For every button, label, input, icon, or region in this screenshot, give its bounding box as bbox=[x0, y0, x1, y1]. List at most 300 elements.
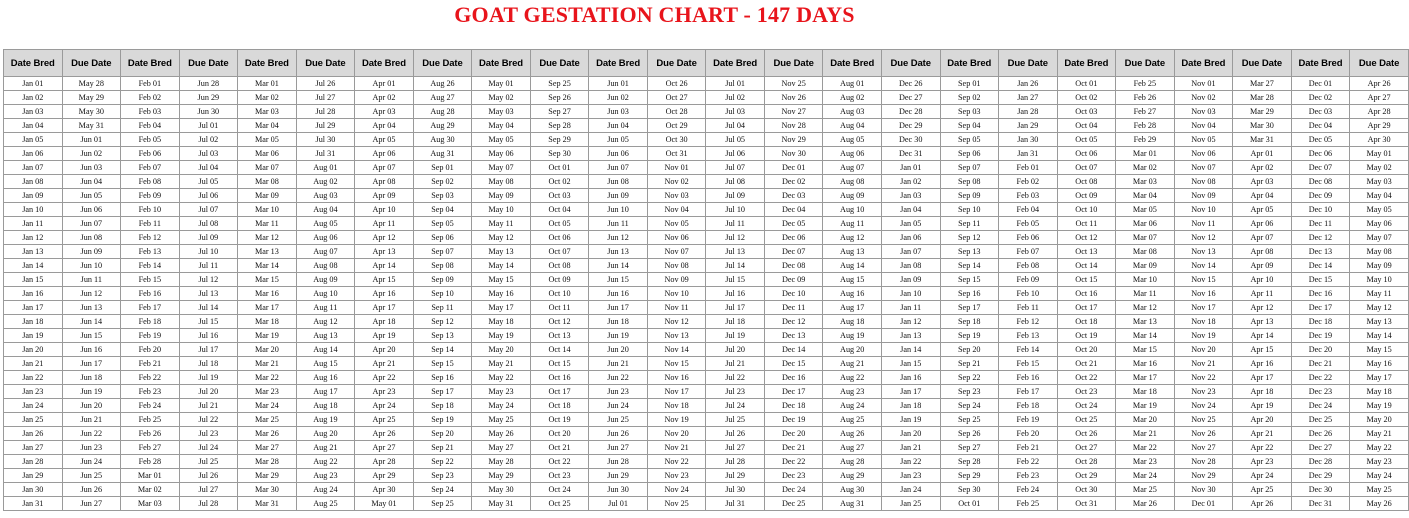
date-bred-cell: Sep 09 bbox=[940, 189, 999, 203]
due-date-cell: Aug 09 bbox=[296, 273, 355, 287]
date-bred-cell: Jan 13 bbox=[4, 245, 63, 259]
date-bred-cell: May 24 bbox=[472, 399, 531, 413]
date-bred-cell: Dec 19 bbox=[1291, 329, 1350, 343]
date-bred-cell: Nov 04 bbox=[1174, 119, 1233, 133]
date-bred-cell: Mar 18 bbox=[238, 315, 297, 329]
due-date-cell: Jul 27 bbox=[296, 91, 355, 105]
due-date-cell: Oct 20 bbox=[530, 427, 589, 441]
date-bred-cell: Aug 21 bbox=[823, 357, 882, 371]
date-bred-cell: Feb 11 bbox=[121, 217, 180, 231]
table-row bbox=[4, 287, 1409, 301]
table-row bbox=[4, 259, 1409, 273]
date-bred-cell: Mar 20 bbox=[238, 343, 297, 357]
due-date-cell: Jun 11 bbox=[62, 273, 121, 287]
column-header-date-bred: Date Bred bbox=[1291, 50, 1350, 77]
due-date-cell: Jan 11 bbox=[881, 301, 940, 315]
due-date-cell: Jun 07 bbox=[62, 217, 121, 231]
date-bred-cell: Aug 03 bbox=[823, 105, 882, 119]
due-date-cell: Oct 18 bbox=[530, 399, 589, 413]
date-bred-cell: Jul 04 bbox=[706, 119, 765, 133]
due-date-cell: Mar 01 bbox=[1116, 147, 1175, 161]
table-row bbox=[4, 427, 1409, 441]
date-bred-cell: Nov 27 bbox=[1174, 441, 1233, 455]
date-bred-cell: Jul 22 bbox=[706, 371, 765, 385]
date-bred-cell: Jul 06 bbox=[706, 147, 765, 161]
due-date-cell: Aug 16 bbox=[296, 371, 355, 385]
due-date-cell: Sep 04 bbox=[413, 203, 472, 217]
date-bred-cell: May 04 bbox=[472, 119, 531, 133]
date-bred-cell: Mar 01 bbox=[238, 77, 297, 91]
date-bred-cell: Jul 08 bbox=[706, 175, 765, 189]
date-bred-cell: Nov 22 bbox=[1174, 371, 1233, 385]
due-date-cell: Nov 25 bbox=[764, 77, 823, 91]
date-bred-cell: Sep 01 bbox=[940, 77, 999, 91]
due-date-cell: Oct 02 bbox=[530, 175, 589, 189]
due-date-cell: Dec 13 bbox=[764, 329, 823, 343]
due-date-cell: Aug 04 bbox=[296, 203, 355, 217]
due-date-cell: Mar 16 bbox=[1116, 357, 1175, 371]
due-date-cell: Oct 24 bbox=[530, 483, 589, 497]
due-date-cell: Apr 24 bbox=[1233, 469, 1292, 483]
column-header-date-bred: Date Bred bbox=[1174, 50, 1233, 77]
due-date-cell: May 31 bbox=[62, 119, 121, 133]
due-date-cell: Jan 06 bbox=[881, 231, 940, 245]
due-date-cell: Feb 03 bbox=[999, 189, 1058, 203]
date-bred-cell: Dec 29 bbox=[1291, 469, 1350, 483]
date-bred-cell: Jul 26 bbox=[706, 427, 765, 441]
date-bred-cell: Feb 21 bbox=[121, 357, 180, 371]
due-date-cell: Oct 11 bbox=[530, 301, 589, 315]
table-row bbox=[4, 147, 1409, 161]
due-date-cell: Jul 12 bbox=[179, 273, 238, 287]
due-date-cell: May 15 bbox=[1350, 343, 1409, 357]
due-date-cell: Aug 20 bbox=[296, 427, 355, 441]
due-date-cell: Sep 25 bbox=[413, 497, 472, 511]
due-date-cell: Oct 16 bbox=[530, 371, 589, 385]
date-bred-cell: Feb 02 bbox=[121, 91, 180, 105]
date-bred-cell: Jan 18 bbox=[4, 315, 63, 329]
date-bred-cell: Feb 09 bbox=[121, 189, 180, 203]
date-bred-cell: Feb 15 bbox=[121, 273, 180, 287]
date-bred-cell: Jan 26 bbox=[4, 427, 63, 441]
due-date-cell: Nov 07 bbox=[647, 245, 706, 259]
table-row bbox=[4, 343, 1409, 357]
table-body bbox=[4, 77, 1409, 511]
due-date-cell: Mar 30 bbox=[1233, 119, 1292, 133]
due-date-cell: Dec 11 bbox=[764, 301, 823, 315]
date-bred-cell: Jul 10 bbox=[706, 203, 765, 217]
due-date-cell: Mar 26 bbox=[1116, 497, 1175, 511]
date-bred-cell: Jan 27 bbox=[4, 441, 63, 455]
date-bred-cell: Nov 16 bbox=[1174, 287, 1233, 301]
date-bred-cell: Nov 29 bbox=[1174, 469, 1233, 483]
due-date-cell: May 12 bbox=[1350, 301, 1409, 315]
due-date-cell: Apr 09 bbox=[1233, 259, 1292, 273]
date-bred-cell: Apr 23 bbox=[355, 385, 414, 399]
due-date-cell: Jan 07 bbox=[881, 245, 940, 259]
due-date-cell: Apr 25 bbox=[1233, 483, 1292, 497]
date-bred-cell: Aug 08 bbox=[823, 175, 882, 189]
date-bred-cell: Apr 16 bbox=[355, 287, 414, 301]
due-date-cell: Mar 25 bbox=[1116, 483, 1175, 497]
table-row bbox=[4, 469, 1409, 483]
date-bred-cell: Apr 17 bbox=[355, 301, 414, 315]
date-bred-cell: May 01 bbox=[355, 497, 414, 511]
table-row bbox=[4, 133, 1409, 147]
due-date-cell: Aug 10 bbox=[296, 287, 355, 301]
due-date-cell: Jun 12 bbox=[62, 287, 121, 301]
date-bred-cell: Oct 12 bbox=[1057, 231, 1116, 245]
due-date-cell: Jun 24 bbox=[62, 455, 121, 469]
table-row bbox=[4, 175, 1409, 189]
due-date-cell: Dec 19 bbox=[764, 413, 823, 427]
date-bred-cell: Aug 24 bbox=[823, 399, 882, 413]
date-bred-cell: Sep 04 bbox=[940, 119, 999, 133]
due-date-cell: Sep 09 bbox=[413, 273, 472, 287]
due-date-cell: May 13 bbox=[1350, 315, 1409, 329]
due-date-cell: Aug 05 bbox=[296, 217, 355, 231]
table-row bbox=[4, 497, 1409, 511]
date-bred-cell: Apr 04 bbox=[355, 119, 414, 133]
due-date-cell: Nov 17 bbox=[647, 385, 706, 399]
date-bred-cell: Mar 28 bbox=[238, 455, 297, 469]
due-date-cell: Jun 05 bbox=[62, 189, 121, 203]
due-date-cell: Jul 17 bbox=[179, 343, 238, 357]
due-date-cell: Nov 11 bbox=[647, 301, 706, 315]
due-date-cell: Dec 17 bbox=[764, 385, 823, 399]
date-bred-cell: Sep 18 bbox=[940, 315, 999, 329]
date-bred-cell: Sep 25 bbox=[940, 413, 999, 427]
due-date-cell: Apr 07 bbox=[1233, 231, 1292, 245]
due-date-cell: Oct 06 bbox=[530, 231, 589, 245]
due-date-cell: May 05 bbox=[1350, 203, 1409, 217]
due-date-cell: Jan 13 bbox=[881, 329, 940, 343]
due-date-cell: Feb 29 bbox=[1116, 133, 1175, 147]
date-bred-cell: Jan 30 bbox=[4, 483, 63, 497]
date-bred-cell: Jun 08 bbox=[589, 175, 648, 189]
due-date-cell: Jan 08 bbox=[881, 259, 940, 273]
due-date-cell: May 04 bbox=[1350, 189, 1409, 203]
date-bred-cell: Aug 06 bbox=[823, 147, 882, 161]
date-bred-cell: Oct 21 bbox=[1057, 357, 1116, 371]
due-date-cell: Nov 27 bbox=[764, 105, 823, 119]
due-date-cell: Mar 15 bbox=[1116, 343, 1175, 357]
column-header-due-date: Due Date bbox=[179, 50, 238, 77]
date-bred-cell: Dec 01 bbox=[1174, 497, 1233, 511]
date-bred-cell: Jan 12 bbox=[4, 231, 63, 245]
table-row bbox=[4, 399, 1409, 413]
date-bred-cell: Jan 15 bbox=[4, 273, 63, 287]
due-date-cell: Aug 13 bbox=[296, 329, 355, 343]
date-bred-cell: Nov 13 bbox=[1174, 245, 1233, 259]
date-bred-cell: Nov 17 bbox=[1174, 301, 1233, 315]
due-date-cell: Nov 12 bbox=[647, 315, 706, 329]
due-date-cell: Feb 05 bbox=[999, 217, 1058, 231]
column-header-due-date: Due Date bbox=[1116, 50, 1175, 77]
due-date-cell: Apr 20 bbox=[1233, 413, 1292, 427]
due-date-cell: Oct 01 bbox=[530, 161, 589, 175]
due-date-cell: Feb 09 bbox=[999, 273, 1058, 287]
date-bred-cell: Aug 26 bbox=[823, 427, 882, 441]
table-row bbox=[4, 385, 1409, 399]
date-bred-cell: Apr 26 bbox=[355, 427, 414, 441]
date-bred-cell: Apr 21 bbox=[355, 357, 414, 371]
date-bred-cell: Nov 03 bbox=[1174, 105, 1233, 119]
due-date-cell: Feb 06 bbox=[999, 231, 1058, 245]
table-row bbox=[4, 217, 1409, 231]
column-header-date-bred: Date Bred bbox=[940, 50, 999, 77]
date-bred-cell: Apr 08 bbox=[355, 175, 414, 189]
due-date-cell: Apr 26 bbox=[1233, 497, 1292, 511]
due-date-cell: Jun 17 bbox=[62, 357, 121, 371]
due-date-cell: Oct 08 bbox=[530, 259, 589, 273]
due-date-cell: Nov 03 bbox=[647, 189, 706, 203]
due-date-cell: Aug 25 bbox=[296, 497, 355, 511]
due-date-cell: Jan 30 bbox=[999, 133, 1058, 147]
due-date-cell: Oct 26 bbox=[647, 77, 706, 91]
date-bred-cell: Apr 07 bbox=[355, 161, 414, 175]
date-bred-cell: Feb 04 bbox=[121, 119, 180, 133]
due-date-cell: May 14 bbox=[1350, 329, 1409, 343]
due-date-cell: Mar 19 bbox=[1116, 399, 1175, 413]
date-bred-cell: Nov 24 bbox=[1174, 399, 1233, 413]
due-date-cell: Dec 08 bbox=[764, 259, 823, 273]
date-bred-cell: May 26 bbox=[472, 427, 531, 441]
date-bred-cell: Dec 01 bbox=[1291, 77, 1350, 91]
date-bred-cell: Oct 10 bbox=[1057, 203, 1116, 217]
date-bred-cell: Sep 19 bbox=[940, 329, 999, 343]
due-date-cell: Dec 03 bbox=[764, 189, 823, 203]
date-bred-cell: Aug 11 bbox=[823, 217, 882, 231]
date-bred-cell: Dec 16 bbox=[1291, 287, 1350, 301]
date-bred-cell: Sep 11 bbox=[940, 217, 999, 231]
due-date-cell: Feb 28 bbox=[1116, 119, 1175, 133]
due-date-cell: Nov 14 bbox=[647, 343, 706, 357]
date-bred-cell: Sep 06 bbox=[940, 147, 999, 161]
date-bred-cell: Apr 15 bbox=[355, 273, 414, 287]
due-date-cell: Dec 02 bbox=[764, 175, 823, 189]
date-bred-cell: Feb 16 bbox=[121, 287, 180, 301]
due-date-cell: Nov 05 bbox=[647, 217, 706, 231]
due-date-cell: Jan 03 bbox=[881, 189, 940, 203]
due-date-cell: May 28 bbox=[62, 77, 121, 91]
date-bred-cell: Apr 27 bbox=[355, 441, 414, 455]
due-date-cell: May 01 bbox=[1350, 147, 1409, 161]
date-bred-cell: Feb 28 bbox=[121, 455, 180, 469]
chart-title: GOAT GESTATION CHART - 147 DAYS bbox=[454, 2, 855, 27]
due-date-cell: Feb 04 bbox=[999, 203, 1058, 217]
due-date-cell: Dec 01 bbox=[764, 161, 823, 175]
due-date-cell: Jan 16 bbox=[881, 371, 940, 385]
date-bred-cell: Dec 27 bbox=[1291, 441, 1350, 455]
date-bred-cell: May 08 bbox=[472, 175, 531, 189]
table-row bbox=[4, 189, 1409, 203]
due-date-cell: Apr 21 bbox=[1233, 427, 1292, 441]
date-bred-cell: Jun 24 bbox=[589, 399, 648, 413]
date-bred-cell: Dec 23 bbox=[1291, 385, 1350, 399]
due-date-cell: Jul 10 bbox=[179, 245, 238, 259]
date-bred-cell: Nov 05 bbox=[1174, 133, 1233, 147]
due-date-cell: Aug 02 bbox=[296, 175, 355, 189]
due-date-cell: Jan 02 bbox=[881, 175, 940, 189]
due-date-cell: Nov 26 bbox=[764, 91, 823, 105]
due-date-cell: Oct 29 bbox=[647, 119, 706, 133]
due-date-cell: Feb 25 bbox=[999, 497, 1058, 511]
date-bred-cell: May 20 bbox=[472, 343, 531, 357]
date-bred-cell: Aug 01 bbox=[823, 77, 882, 91]
due-date-cell: Mar 29 bbox=[1233, 105, 1292, 119]
date-bred-cell: Jun 27 bbox=[589, 441, 648, 455]
due-date-cell: Jun 02 bbox=[62, 147, 121, 161]
due-date-cell: Jan 12 bbox=[881, 315, 940, 329]
date-bred-cell: Jun 10 bbox=[589, 203, 648, 217]
date-bred-cell: Sep 30 bbox=[940, 483, 999, 497]
due-date-cell: Aug 23 bbox=[296, 469, 355, 483]
due-date-cell: Mar 17 bbox=[1116, 371, 1175, 385]
due-date-cell: May 29 bbox=[62, 91, 121, 105]
date-bred-cell: May 02 bbox=[472, 91, 531, 105]
date-bred-cell: Dec 20 bbox=[1291, 343, 1350, 357]
date-bred-cell: Dec 25 bbox=[1291, 413, 1350, 427]
due-date-cell: Apr 22 bbox=[1233, 441, 1292, 455]
due-date-cell: Nov 18 bbox=[647, 399, 706, 413]
date-bred-cell: Jan 10 bbox=[4, 203, 63, 217]
date-bred-cell: Jul 16 bbox=[706, 287, 765, 301]
due-date-cell: Sep 29 bbox=[530, 133, 589, 147]
due-date-cell: Nov 09 bbox=[647, 273, 706, 287]
due-date-cell: May 07 bbox=[1350, 231, 1409, 245]
due-date-cell: Jul 26 bbox=[296, 77, 355, 91]
due-date-cell: Jul 28 bbox=[296, 105, 355, 119]
date-bred-cell: Jan 02 bbox=[4, 91, 63, 105]
due-date-cell: May 24 bbox=[1350, 469, 1409, 483]
date-bred-cell: Nov 15 bbox=[1174, 273, 1233, 287]
due-date-cell: May 09 bbox=[1350, 259, 1409, 273]
date-bred-cell: Jun 05 bbox=[589, 133, 648, 147]
date-bred-cell: Apr 22 bbox=[355, 371, 414, 385]
due-date-cell: Mar 08 bbox=[1116, 245, 1175, 259]
due-date-cell: Jul 27 bbox=[179, 483, 238, 497]
due-date-cell: Oct 28 bbox=[647, 105, 706, 119]
due-date-cell: May 06 bbox=[1350, 217, 1409, 231]
date-bred-cell: May 28 bbox=[472, 455, 531, 469]
due-date-cell: Aug 18 bbox=[296, 399, 355, 413]
due-date-cell: Oct 27 bbox=[647, 91, 706, 105]
date-bred-cell: Dec 18 bbox=[1291, 315, 1350, 329]
column-header-due-date: Due Date bbox=[881, 50, 940, 77]
due-date-cell: Jun 25 bbox=[62, 469, 121, 483]
due-date-cell: Jul 15 bbox=[179, 315, 238, 329]
due-date-cell: Dec 21 bbox=[764, 441, 823, 455]
date-bred-cell: Oct 15 bbox=[1057, 273, 1116, 287]
date-bred-cell: Oct 14 bbox=[1057, 259, 1116, 273]
due-date-cell: Aug 07 bbox=[296, 245, 355, 259]
due-date-cell: Mar 20 bbox=[1116, 413, 1175, 427]
due-date-cell: Feb 15 bbox=[999, 357, 1058, 371]
due-date-cell: Aug 21 bbox=[296, 441, 355, 455]
due-date-cell: Dec 20 bbox=[764, 427, 823, 441]
due-date-cell: Aug 22 bbox=[296, 455, 355, 469]
due-date-cell: Dec 23 bbox=[764, 469, 823, 483]
date-bred-cell: Mar 06 bbox=[238, 147, 297, 161]
due-date-cell: Jul 29 bbox=[296, 119, 355, 133]
due-date-cell: Oct 25 bbox=[530, 497, 589, 511]
due-date-cell: Sep 17 bbox=[413, 385, 472, 399]
due-date-cell: Jun 23 bbox=[62, 441, 121, 455]
due-date-cell: Dec 10 bbox=[764, 287, 823, 301]
table-row bbox=[4, 301, 1409, 315]
date-bred-cell: Feb 01 bbox=[121, 77, 180, 91]
due-date-cell: Dec 07 bbox=[764, 245, 823, 259]
due-date-cell: Feb 01 bbox=[999, 161, 1058, 175]
table-row bbox=[4, 203, 1409, 217]
due-date-cell: Feb 20 bbox=[999, 427, 1058, 441]
due-date-cell: Jul 30 bbox=[296, 133, 355, 147]
due-date-cell: Aug 28 bbox=[413, 105, 472, 119]
due-date-cell: Nov 01 bbox=[647, 161, 706, 175]
date-bred-cell: May 12 bbox=[472, 231, 531, 245]
date-bred-cell: May 13 bbox=[472, 245, 531, 259]
due-date-cell: Oct 30 bbox=[647, 133, 706, 147]
due-date-cell: Apr 28 bbox=[1350, 105, 1409, 119]
due-date-cell: Sep 20 bbox=[413, 427, 472, 441]
date-bred-cell: Oct 17 bbox=[1057, 301, 1116, 315]
due-date-cell: Feb 18 bbox=[999, 399, 1058, 413]
date-bred-cell: Feb 20 bbox=[121, 343, 180, 357]
due-date-cell: Oct 13 bbox=[530, 329, 589, 343]
date-bred-cell: Aug 14 bbox=[823, 259, 882, 273]
due-date-cell: Nov 21 bbox=[647, 441, 706, 455]
due-date-cell: Jul 13 bbox=[179, 287, 238, 301]
date-bred-cell: Jan 21 bbox=[4, 357, 63, 371]
due-date-cell: Apr 01 bbox=[1233, 147, 1292, 161]
due-date-cell: Apr 13 bbox=[1233, 315, 1292, 329]
due-date-cell: Dec 26 bbox=[881, 77, 940, 91]
date-bred-cell: Oct 18 bbox=[1057, 315, 1116, 329]
date-bred-cell: Jan 24 bbox=[4, 399, 63, 413]
date-bred-cell: Nov 07 bbox=[1174, 161, 1233, 175]
table-row bbox=[4, 77, 1409, 91]
date-bred-cell: Feb 26 bbox=[121, 427, 180, 441]
table-row bbox=[4, 245, 1409, 259]
due-date-cell: Oct 12 bbox=[530, 315, 589, 329]
date-bred-cell: May 15 bbox=[472, 273, 531, 287]
date-bred-cell: Jul 13 bbox=[706, 245, 765, 259]
date-bred-cell: Aug 16 bbox=[823, 287, 882, 301]
due-date-cell: Oct 14 bbox=[530, 343, 589, 357]
due-date-cell: Jan 22 bbox=[881, 455, 940, 469]
date-bred-cell: Nov 25 bbox=[1174, 413, 1233, 427]
due-date-cell: Jul 21 bbox=[179, 399, 238, 413]
date-bred-cell: Oct 13 bbox=[1057, 245, 1116, 259]
due-date-cell: Jun 14 bbox=[62, 315, 121, 329]
table-row bbox=[4, 441, 1409, 455]
due-date-cell: Sep 27 bbox=[530, 105, 589, 119]
due-date-cell: Feb 27 bbox=[1116, 105, 1175, 119]
due-date-cell: May 17 bbox=[1350, 371, 1409, 385]
date-bred-cell: Oct 04 bbox=[1057, 119, 1116, 133]
due-date-cell: Apr 11 bbox=[1233, 287, 1292, 301]
date-bred-cell: Feb 17 bbox=[121, 301, 180, 315]
date-bred-cell: Oct 01 bbox=[940, 497, 999, 511]
date-bred-cell: Jan 20 bbox=[4, 343, 63, 357]
due-date-cell: May 22 bbox=[1350, 441, 1409, 455]
due-date-cell: Oct 10 bbox=[530, 287, 589, 301]
date-bred-cell: Jul 28 bbox=[706, 455, 765, 469]
due-date-cell: Oct 19 bbox=[530, 413, 589, 427]
due-date-cell: Jul 26 bbox=[179, 469, 238, 483]
column-header-date-bred: Date Bred bbox=[823, 50, 882, 77]
